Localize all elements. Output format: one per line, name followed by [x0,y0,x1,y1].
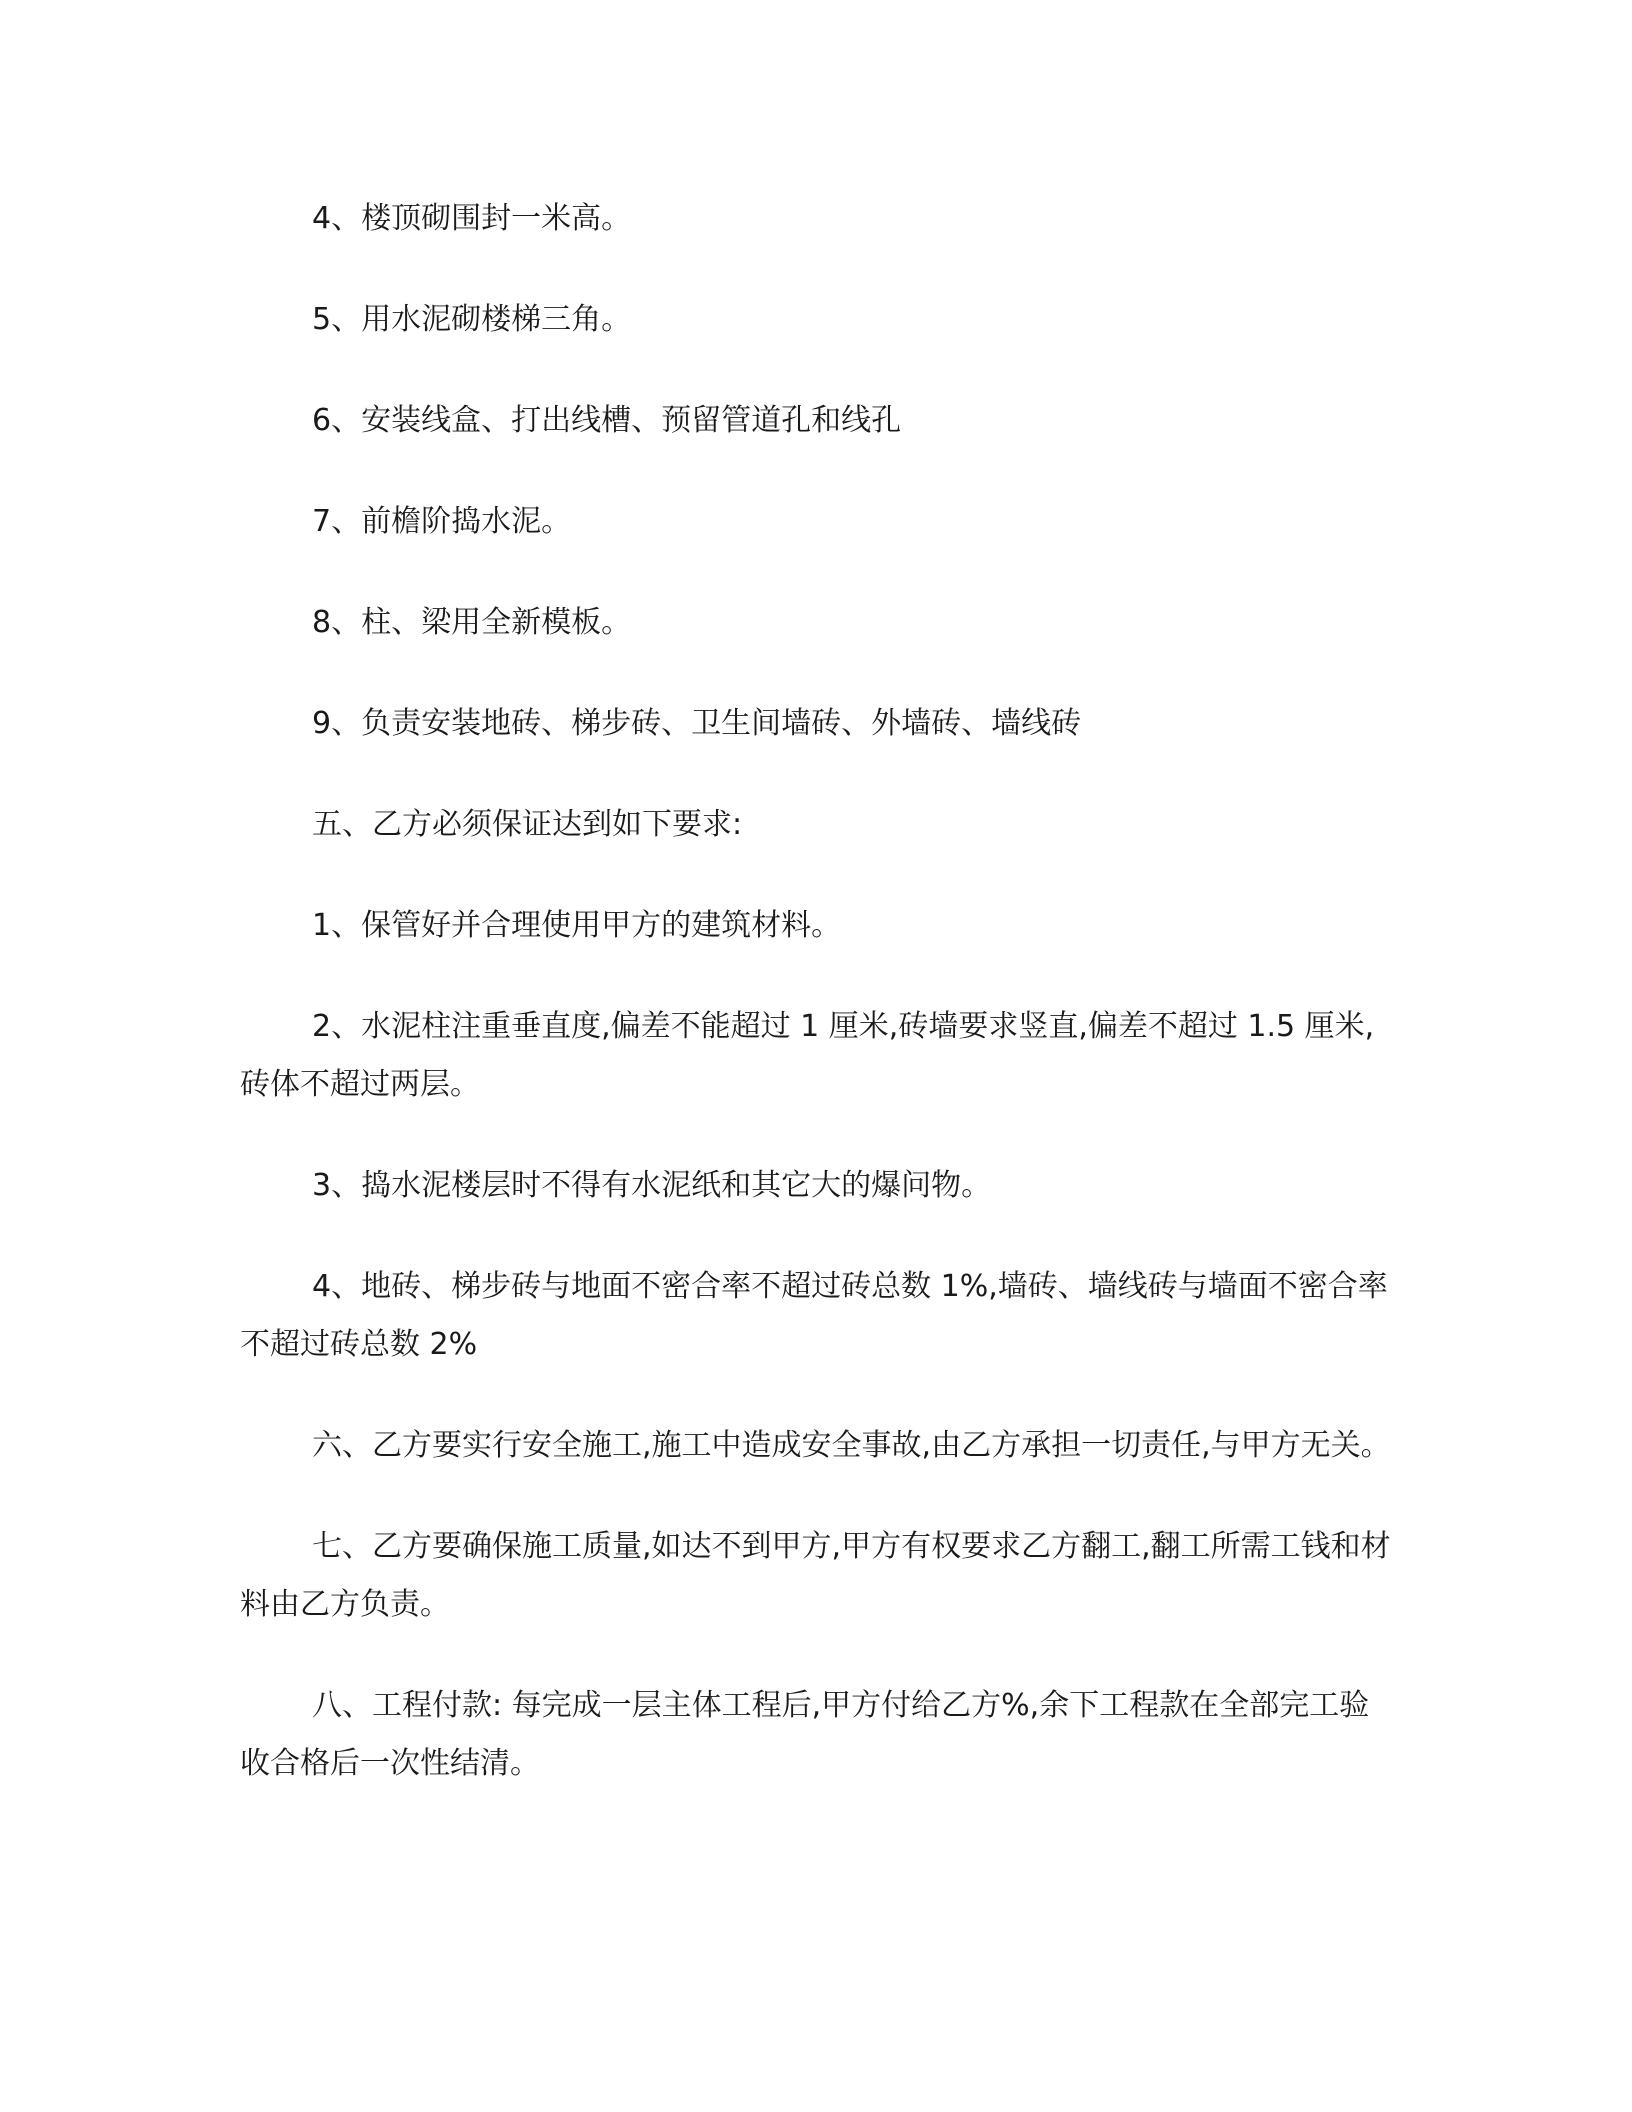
requirement-item-3: 3、捣水泥楼层时不得有水泥纸和其它大的爆问物。 [312,1168,992,1203]
requirement-item-1: 1、保管好并合理使用甲方的建筑材料。 [312,908,842,943]
section-six-safety: 六、乙方要实行安全施工,施工中造成安全事故,由乙方承担一切责任,与甲方无关。 [312,1428,1391,1463]
section-eight-payment: 八、工程付款: 每完成一层主体工程后,甲方付给乙方%,余下工程款在全部完工验收合格后一次性结清。 [240,1688,1370,1781]
paragraph-item-7-front-eave: 7、前檐阶捣水泥。 [312,504,572,539]
document-body [240,190,1392,1836]
paragraph-item-4-roof-wall: 4、楼顶砌围封一米高。 [312,201,632,236]
paragraph-item-5-stair-triangle: 5、用水泥砌楼梯三角。 [312,302,632,337]
paragraph-item-9-tiles: 9、负责安装地砖、梯步砖、卫生间墙砖、外墙砖、墙线砖 [312,706,1082,741]
section-heading-five: 五、乙方必须保证达到如下要求: [312,807,743,842]
requirement-item-4: 4、地砖、梯步砖与地面不密合率不超过砖总数 1%,墙砖、墙线砖与墙面不密合率不超过砖总数 2% [240,1269,1388,1362]
paragraph-item-6-wiring: 6、安装线盒、打出线槽、预留管道孔和线孔 [312,403,902,438]
requirement-item-2: 2、水泥柱注重垂直度,偏差不能超过 1 厘米,砖墙要求竖直,偏差不超过 1.5 厘米,砖体不超过两层。 [240,1009,1375,1102]
paragraph-item-8-formwork: 8、柱、梁用全新模板。 [312,605,632,640]
section-seven-quality: 七、乙方要确保施工质量,如达不到甲方,甲方有权要求乙方翻工,翻工所需工钱和材料由乙方负责。 [240,1529,1391,1622]
